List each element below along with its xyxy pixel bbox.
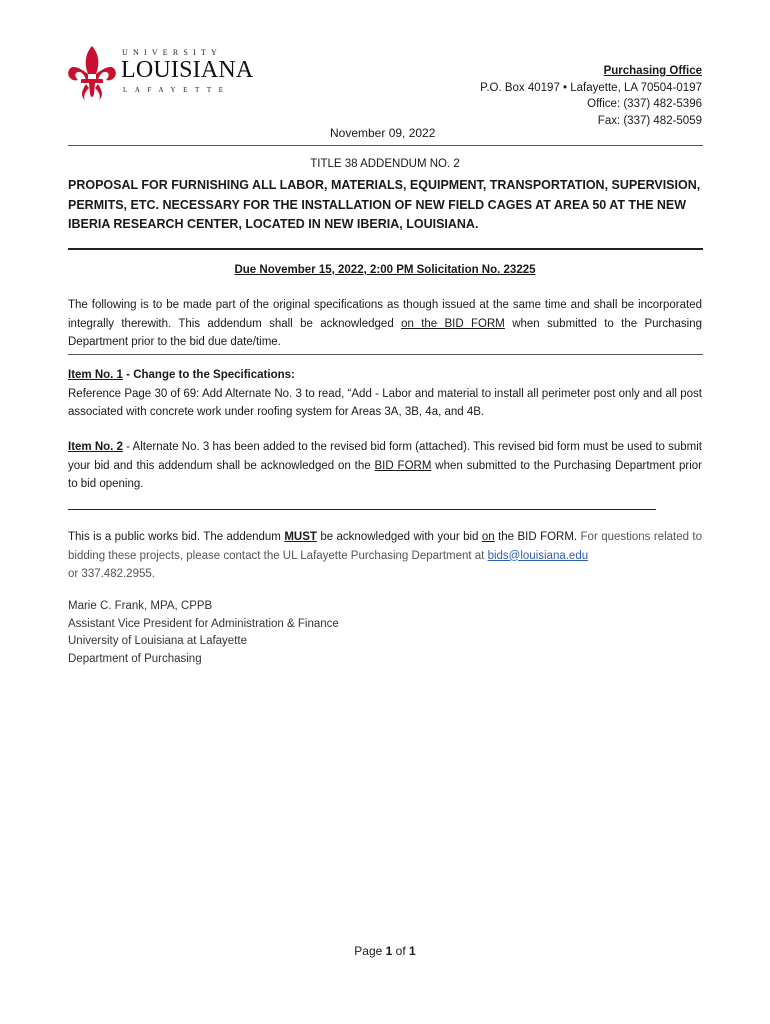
office-phone: Office: (337) 482-5396 [587, 98, 702, 110]
office-title: Purchasing Office [603, 65, 702, 77]
page-total: 1 [409, 944, 416, 958]
document-date: November 09, 2022 [330, 126, 436, 140]
intro-bid-form-text: on the BID FORM [401, 317, 505, 330]
signer-dept: Department of Purchasing [68, 652, 202, 665]
university-logo [66, 44, 254, 104]
email-link[interactable]: bids@louisiana.edu [487, 549, 589, 562]
office-address: P.O. Box 40197 • Lafayette, LA 70504-0197 [480, 81, 702, 94]
proposal-heading: PROPOSAL FOR FURNISHING ALL LABOR, MATERIALS, EQUIPMENT, TRANSPORTATION, SUPERVISION, PERMITS, ETC. NECESSARY FOR THE INSTALLATION OF NEW FIELD CAGES AT AREA 50 AT THE NEW IBERIA RESEARCH CENTER, LOCATED IN NEW IBERIA, LOUISIANA. [68, 178, 701, 231]
due-date-line: Due November 15, 2022, 2:00 PM Solicitation No. 23225 [234, 264, 536, 276]
item-2-label: Item No. 2 [68, 441, 123, 453]
logo-lafayette-text: LAFAYETTE [123, 86, 231, 94]
item-1-text: Reference Page 30 of 69: Add Alternate No. 3 to read, “Add - Labor and material to install all perimeter post only and all post associated with concrete work under roofing system for Areas 3A, 3B, 4a, and 4B. [68, 387, 702, 418]
signature-block [68, 598, 339, 668]
notice-must: MUST [284, 531, 317, 543]
divider [68, 354, 703, 355]
dash-separator [68, 509, 656, 510]
divider-thick [68, 248, 703, 250]
notice-text-mid: be acknowledged with your bid [316, 531, 482, 543]
intro-paragraph [68, 296, 702, 352]
intro-text: The following is to be made part of the original specifications as though issued at the same time and shall be incorporated integrally therewith. This addendum shall be acknowledged [68, 299, 702, 330]
item-2-text-end: when submitted to the Purchasing Department prior to bid opening. [68, 459, 702, 490]
intro-text-end: when submitted to the Purchasing Department prior to the bid due date/time. [68, 317, 703, 348]
item-2-text: - Alternate No. 3 has been added to the revised bid form (attached). This revised bid form must be used to submit your bid and this addendum shall be acknowledged on the [68, 441, 702, 472]
signer-title: Assistant Vice President for Administration & Finance [68, 617, 339, 630]
item-1-paragraph [68, 366, 702, 422]
notice-paragraph [68, 528, 702, 584]
page-of-label: of [392, 944, 410, 958]
purchasing-office-block [480, 63, 702, 129]
fleur-de-lis-icon [66, 44, 118, 104]
item-1-label: Item No. 1 [68, 369, 123, 381]
item-2-bid-form-text: BID FORM [374, 459, 432, 472]
addendum-title: TITLE 38 ADDENDUM NO. 2 [310, 158, 460, 170]
notice-text: This is a public works bid. The addendum [68, 531, 285, 543]
page-footer [0, 944, 770, 958]
logo-louisiana-text: LOUISIANA [121, 57, 254, 83]
logo-university-text: UNIVERSITY [122, 48, 222, 57]
office-fax: Fax: (337) 482-5059 [597, 114, 702, 127]
page-number: 1 [385, 944, 393, 958]
item-1-heading: - Change to the Specifications: [122, 369, 295, 381]
notice-text-end: the BID FORM. [494, 531, 578, 543]
phone-text: or 337.482.2955. [68, 568, 155, 580]
questions-text: For questions related to bidding these projects, please contact the UL Lafayette Purchasing Department at [68, 531, 703, 562]
page-label: Page [354, 944, 386, 958]
signer-name: Marie C. Frank, MPA, CPPB [68, 600, 213, 612]
item-2-paragraph [68, 438, 702, 494]
notice-on: on [481, 531, 495, 543]
divider [68, 145, 703, 146]
signer-org: University of Louisiana at Lafayette [68, 635, 247, 647]
